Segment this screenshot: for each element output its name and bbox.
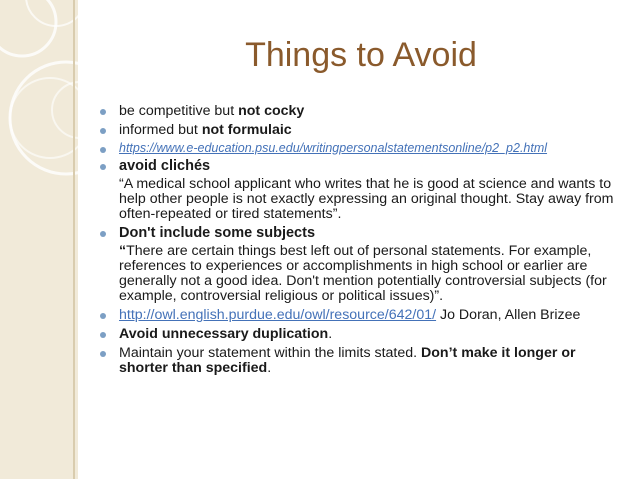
list-item: informed but not formulaic — [100, 123, 620, 138]
list-item: avoid clichés “A medical school applicant who writes that he is good at science and wants to help other people is not exactly expressing an original thought. Stay away from often-repeated or tired statements”. — [100, 159, 620, 222]
list-item — [100, 142, 620, 155]
bullet-icon — [100, 351, 106, 357]
list-item: Maintain your statement within the limits stated. Don’t make it longer or shorter than specified. — [100, 346, 620, 376]
bullet-icon — [100, 164, 106, 170]
list-item: be competitive but not cocky — [100, 104, 620, 119]
bullet-icon — [100, 128, 106, 134]
bullet-list — [100, 104, 620, 380]
bullet-icon — [100, 332, 106, 338]
bullet-icon — [100, 109, 106, 115]
list-item: Avoid unnecessary duplication. — [100, 327, 620, 342]
bullet-icon — [100, 147, 106, 153]
bullet-icon — [100, 231, 106, 237]
purdue-link[interactable]: http://owl.english.purdue.edu/owl/resource/642/01/ — [119, 307, 437, 323]
list-item: http://owl.english.purdue.edu/owl/resource/642/01/ Jo Doran, Allen Brizee — [100, 308, 620, 323]
psu-link[interactable]: https://www.e-education.psu.edu/writingpersonalstatementsonline/p2_p2.html — [119, 141, 548, 155]
list-item: Don't include some subjects “There are certain things best left out of personal statements. For example, references to experiences or accomplishments in high school or earlier are generally not a good idea. Don't mention potentially controversial subjects (for example, controversial religious or political issues)”. — [100, 226, 620, 304]
bullet-icon — [100, 313, 106, 319]
cliches-quote: “A medical school applicant who writes that he is good at science and wants to help other people is not exactly expressing an original thought. Stay away from often-repeated or tired statements”. — [119, 176, 614, 222]
subjects-quote: “There are certain things best left out of personal statements. For example, references to experiences or accomplishments in high school or earlier are generally not a good idea. Don't mention potentially controversial subjects (for example, controversial religious or political issues)”. — [119, 243, 607, 304]
slide-title: Things to Avoid — [245, 36, 477, 74]
